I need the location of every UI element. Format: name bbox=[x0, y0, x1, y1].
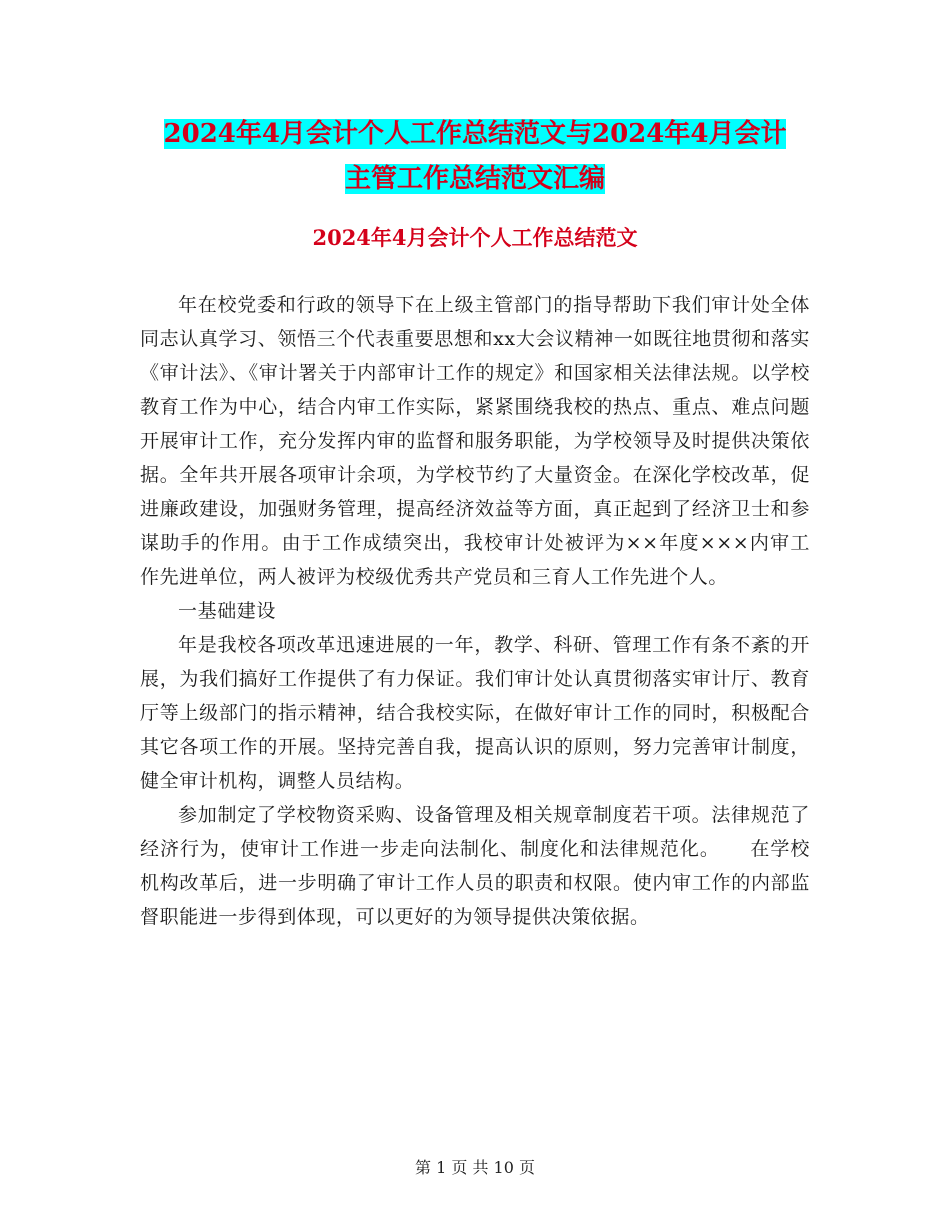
page-footer: 第 1 页 共 10 页 bbox=[415, 1158, 535, 1177]
document-title bbox=[140, 112, 810, 202]
paragraph-heading: 一基础建设 bbox=[178, 600, 277, 622]
document-body bbox=[140, 288, 810, 934]
document-title-line-1: 2024年4月会计个人工作总结范文与2024年4月会计 bbox=[163, 119, 787, 149]
paragraph: 参加制定了学校物资采购、设备管理及相关规章制度若干项。法律规范了经济行为，使审计工作进一步走向法制化、制度化和法律规范化。 在学校机构改革后，进一步明确了审计工作人员的职责和权限。使内审工作的内部监督职能进一步得到体现，可以更好的为领导提供决策依据。 bbox=[140, 804, 810, 928]
section-title: 2024年4月会计个人工作总结范文 bbox=[312, 225, 638, 250]
paragraph: 年是我校各项改革迅速进展的一年，教学、科研、管理工作有条不紊的开展，为我们搞好工作提供了有力保证。我们审计处认真贯彻落实审计厅、教育厅等上级部门的指示精神，结合我校实际，在做好审计工作的同时，积极配合其它各项工作的开展。坚持完善自我，提高认识的原则，努力完善审计制度，健全审计机构，调整人员结构。 bbox=[140, 634, 810, 792]
document-title-line-2: 主管工作总结范文汇编 bbox=[344, 164, 605, 194]
paragraph: 年在校党委和行政的领导下在上级主管部门的指导帮助下我们审计处全体同志认真学习、领悟三个代表重要思想和xx大会议精神一如既往地贯彻和落实《审计法》、《审计署关于内部审计工作的规定》和国家相关法律法规。以学校教育工作为中心，结合内审工作实际，紧紧围绕我校的热点、重点、难点问题开展审计工作，充分发挥内审的监督和服务职能，为学校领导及时提供决策依据。全年共开展各项审计余项，为学校节约了大量资金。在深化学校改革，促进廉政建设，加强财务管理，提高经济效益等方面，真正起到了经济卫士和参谋助手的作用。由于工作成绩突出，我校审计处被评为××年度×××内审工作先进单位，两人被评为校级优秀共产党员和三育人工作先进个人。 bbox=[140, 294, 810, 588]
